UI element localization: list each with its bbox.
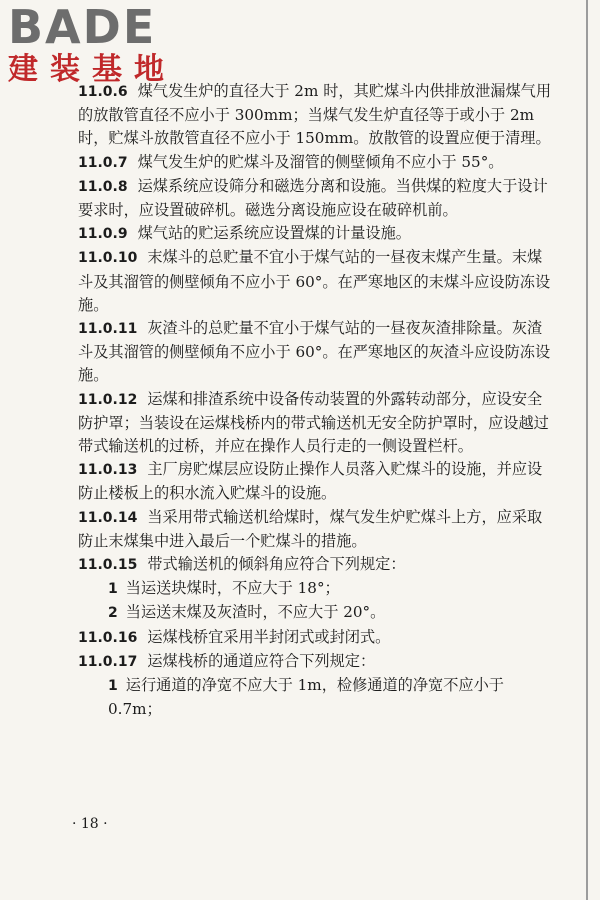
- clause-text: 煤气发生炉的直径大于 2m 时，其贮煤斗内供排放泄漏煤气用的放散管直径不应小于 300mm；当煤气发生炉直径等于或小于 2m 时，贮煤斗放散管直径不应小于 150mm。放散管的设置应便于清理。: [78, 82, 552, 148]
- clause: [78, 222, 556, 246]
- clause-text: 当采用带式输送机给煤时，煤气发生炉贮煤斗上方，应采取防止末煤集中进入最后一个贮煤斗的措施。: [78, 507, 543, 550]
- clause-text: 煤气站的贮运系统应设置煤的计量设施。: [137, 224, 411, 243]
- clause-text: 运煤栈桥的通道应符合下列规定：: [147, 651, 376, 670]
- clause-number: 11.0.7: [78, 154, 128, 171]
- clause: [78, 458, 556, 505]
- clause: [78, 626, 556, 650]
- clause: [78, 317, 556, 388]
- item-text: 当运送末煤及灰渣时，不应大于 20°。: [125, 603, 386, 622]
- page-edge-line: [586, 0, 588, 900]
- clause-number: 11.0.16: [78, 629, 138, 646]
- page-number: · 18 ·: [72, 816, 108, 832]
- clause-item: [78, 674, 556, 721]
- clause: [78, 506, 556, 553]
- clause-item: [78, 601, 556, 625]
- clause-number: 11.0.11: [78, 321, 138, 338]
- clause-text: 主厂房贮煤层应设防止操作人员落入贮煤斗的设施，并应设防止楼板上的积水流入贮煤斗的设施。: [78, 460, 543, 503]
- item-text: 当运送块煤时，不应大于 18°；: [125, 579, 340, 598]
- clause-text: 灰渣斗的总贮量不宜小于煤气站的一昼夜灰渣排除量。灰渣斗及其溜管的侧壁倾角不应小于 60°。在严寒地区的灰渣斗应设防冻设施。: [78, 319, 551, 385]
- clause-number: 11.0.13: [78, 462, 138, 479]
- clause: [78, 246, 556, 317]
- clause-number: 11.0.12: [78, 391, 138, 408]
- item-number: 2: [108, 605, 118, 622]
- logo-subtitle: 建装基地: [8, 52, 176, 87]
- clause-number: 11.0.6: [78, 84, 128, 100]
- clause-number: 11.0.14: [78, 509, 138, 526]
- document-body: [78, 80, 556, 721]
- clause: [78, 151, 556, 175]
- clause: [78, 175, 556, 222]
- clause: [78, 553, 556, 577]
- clause-number: 11.0.15: [78, 557, 138, 574]
- clause-number: 11.0.10: [78, 250, 138, 267]
- clause: [78, 388, 556, 459]
- clause: [78, 80, 556, 151]
- clause-text: 运煤栈桥宜采用半封闭式或封闭式。: [147, 627, 391, 646]
- clause-text: 运煤系统应设筛分和磁选分离和设施。当供煤的粒度大于设计要求时，应设置破碎机。磁选分离设施应设在破碎机前。: [78, 176, 548, 220]
- clause-text: 运煤和排渣系统中设备传动装置的外露转动部分，应设安全防护罩；当装设在运煤栈桥内的带式输送机无安全防护罩时，应设越过带式输送机的过桥，并应在操作人员行走的一侧设置栏杆。: [78, 389, 549, 456]
- item-text: 运行通道的净宽不应大于 1m，检修通道的净宽不应小于 0.7m；: [108, 676, 504, 719]
- clause-number: 11.0.8: [78, 178, 128, 195]
- logo-word: BADE: [8, 0, 157, 54]
- clause-item: [78, 577, 556, 601]
- clause-number: 11.0.17: [78, 653, 138, 670]
- clause-text: 带式输送机的倾斜角应符合下列规定：: [147, 555, 406, 574]
- clause-number: 11.0.9: [78, 226, 128, 243]
- clause-text: 煤气发生炉的贮煤斗及溜管的侧壁倾角不应小于 55°。: [137, 152, 504, 171]
- item-number: 1: [108, 678, 118, 695]
- clause-text: 末煤斗的总贮量不宜小于煤气站的一昼夜末煤产生量。末煤斗及其溜管的侧壁倾角不应小于 60°。在严寒地区的末煤斗应设防冻设施。: [78, 248, 551, 314]
- clause: [78, 650, 556, 674]
- item-number: 1: [108, 581, 118, 598]
